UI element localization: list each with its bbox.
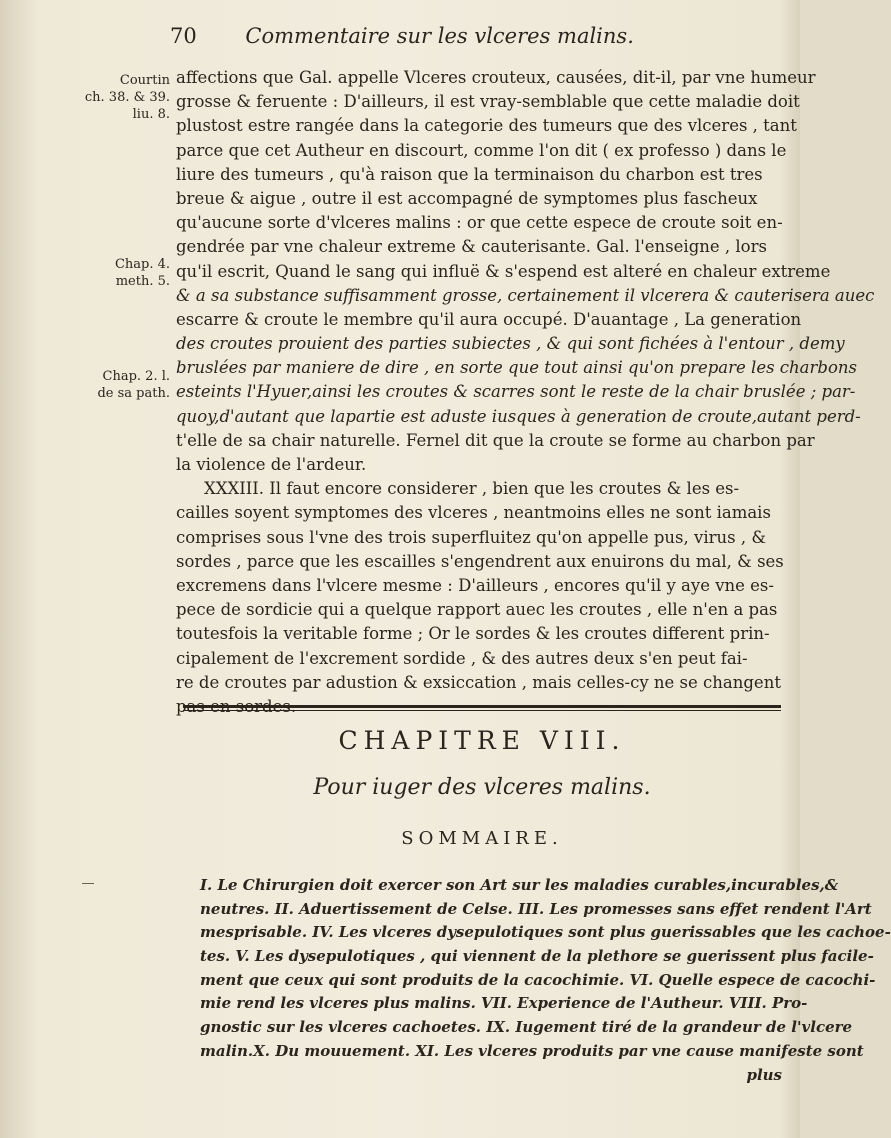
summary-line: gnostic sur les vlceres cachoetes. IX. Iugement tiré de la grandeur de l'vlcere (200, 1018, 853, 1037)
body-line: qu'aucune sorte d'vlceres malins : or que cette espece de croute soit en- (176, 213, 783, 233)
sommaire-heading: SOMMAIRE. (401, 828, 563, 849)
margin-note-chap-2 (72, 368, 170, 402)
body-line: toutesfois la veritable forme ; Or le sordes & les croutes different prin- (176, 624, 770, 644)
summary-line: ment que ceux qui sont produits de la cacochimie. VI. Quelle espece de cacochi- (200, 970, 876, 989)
body-line: pece de sordicie qui a quelque rapport auec les croutes , elle n'en a pas (176, 600, 778, 620)
body-line: t'elle de sa chair naturelle. Fernel dit que la croute se forme au charbon par (176, 430, 815, 450)
body-line: breue & aigue , outre il est accompagné de symptomes plus fascheux (176, 188, 758, 208)
margin-note-line: ch. 38. & 39. (84, 90, 170, 105)
body-line: parce que cet Autheur en discourt, comme l'on dit ( ex professo ) dans le (176, 140, 787, 160)
margin-note-line: Courtin (119, 73, 170, 88)
margin-note-line: de sa path. (97, 386, 170, 401)
body-text (176, 66, 875, 719)
chapter-divider-rule (183, 705, 781, 711)
body-line: re de croutes par adustion & exsiccation , mais celles-cy ne se changent (176, 672, 781, 692)
running-head (170, 24, 670, 48)
body-line: cipalement de l'excrement sordide , & des autres deux s'en peut fai- (176, 648, 748, 668)
body-line-quote: & a sa substance suffisamment grosse, certainement il vlcerera & cauterisera auec (176, 285, 875, 305)
body-line-paragraph-start: XXXIII. Il faut encore considerer , bien que les croutes & les es- (204, 479, 740, 499)
margin-note-line: liu. 8. (132, 107, 170, 122)
margin-note-line: Chap. 2. l. (102, 369, 170, 384)
body-line: grosse & feruente : D'ailleurs, il est vray-semblable que cette maladie doit (176, 92, 800, 112)
summary-catchword: plus (746, 1065, 782, 1084)
margin-dash-mark (82, 883, 94, 884)
body-line: gendrée par vne chaleur extreme & cauterisante. Gal. l'enseigne , lors (176, 237, 767, 257)
body-line: escarre & croute le membre qu'il aura occupé. D'auantage , La generation (176, 309, 802, 329)
body-line: la violence de l'ardeur. (176, 455, 367, 474)
body-line: affections que Gal. appelle Vlceres crouteux, causées, dit-il, par vne humeur (176, 68, 816, 87)
summary-line: neutres. II. Aduertissement de Celse. III. Les promesses sans effet rendent l'Art (200, 899, 872, 918)
margin-note-courtin (72, 72, 170, 123)
body-line: excremens dans l'vlcere mesme : D'ailleurs , encores qu'il y aye vne es- (176, 575, 774, 595)
running-title: Commentaire sur les vlceres malins. (245, 24, 634, 48)
summary-line: malin.X. Du mouuement. XI. Les vlceres produits par vne cause manifeste sont (200, 1041, 864, 1060)
summary-line: mesprisable. IV. Les vlceres dysepulotiques sont plus guerissables que les cachoe- (200, 923, 891, 942)
body-line-quote: des croutes prouient des parties subiectes , & qui sont fichées à l'entour , demy (176, 334, 845, 354)
body-line-quote: esteints l'Hyuer,ainsi les croutes & scarres sont le reste de la chair bruslée ; par- (176, 382, 856, 402)
summary-line: mie rend les vlceres plus malins. VII. Experience de l'Autheur. VIII. Pro- (200, 994, 808, 1013)
body-line: comprises sous l'vne des trois superfluitez qu'on appelle pus, virus , & (176, 527, 767, 547)
margin-note-line: meth. 5. (115, 274, 170, 289)
page-number: 70 (170, 24, 197, 48)
chapter-summary (200, 874, 891, 1087)
chapter-subtitle: Pour iuger des vlceres malins. (313, 775, 651, 800)
margin-note-line: Chap. 4. (114, 257, 170, 272)
body-line: plustost estre rangée dans la categorie des tumeurs que des vlceres , tant (176, 116, 797, 136)
body-line-quote: bruslées par maniere de dire , en sorte que tout ainsi qu'on prepare les charbons (176, 358, 857, 378)
body-line-quote: quoy,d'autant que lapartie est aduste iusques à generation de croute,autant perd- (176, 406, 861, 426)
body-line: pas en sordes. (176, 696, 297, 716)
summary-line: I. Le Chirurgien doit exercer son Art sur les maladies curables,incurables,& (200, 876, 839, 894)
body-line: cailles soyent symptomes des vlceres , neantmoins elles ne sont iamais (176, 503, 771, 523)
margin-note-chap-4 (72, 256, 170, 290)
body-line: sordes , parce que les escailles s'engendrent aux enuirons du mal, & ses (176, 551, 784, 571)
body-line: liure des tumeurs , qu'à raison que la terminaison du charbon est tres (176, 164, 763, 184)
summary-line: tes. V. Les dysepulotiques , qui viennent de la plethore se guerissent plus facile- (200, 947, 874, 966)
body-line: qu'il escrit, Quand le sang qui influë & s'espend est alteré en chaleur extreme (176, 261, 831, 281)
chapter-title: CHAPITRE VIII. (338, 726, 626, 755)
